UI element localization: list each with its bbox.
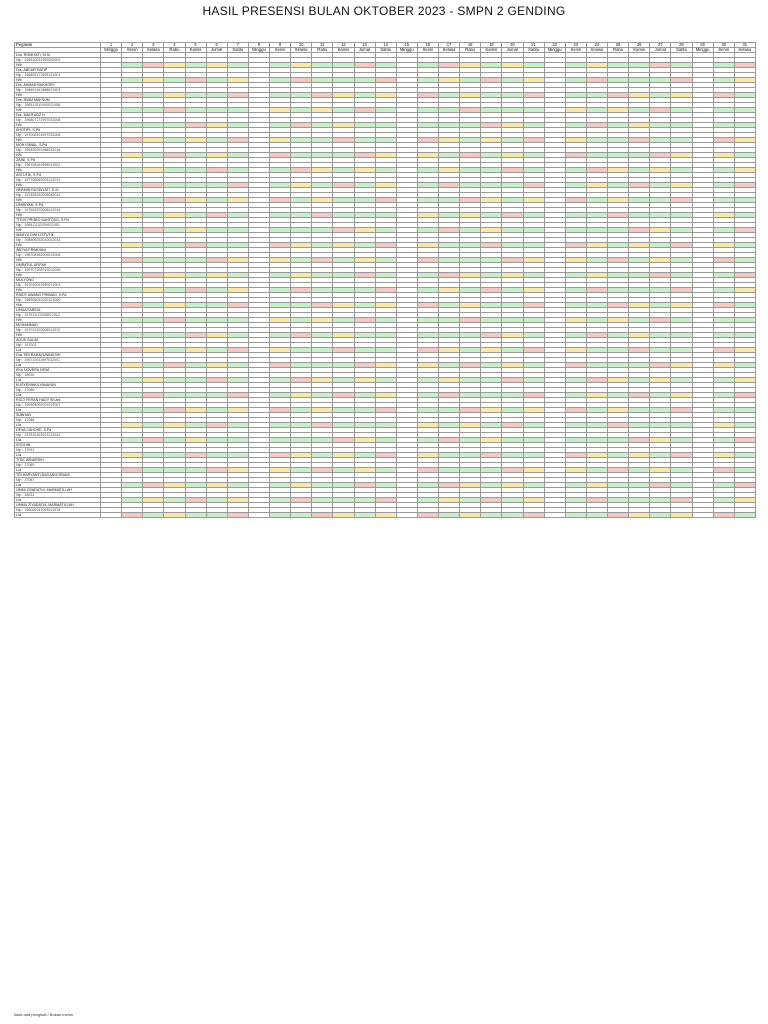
employee-nip: Nip : 196511011990031008 bbox=[15, 103, 101, 108]
header-weekday-14: Sabtu bbox=[375, 48, 396, 53]
employee-name: SOLIHIN bbox=[15, 443, 101, 448]
header-day-24: 24 bbox=[586, 43, 607, 48]
status-cell bbox=[650, 513, 671, 518]
employee-ket: L/a bbox=[15, 378, 101, 383]
status-cell bbox=[713, 513, 734, 518]
status-cell bbox=[227, 513, 248, 518]
header-pegawai: Pegawai bbox=[15, 43, 101, 48]
header-day-11: 11 bbox=[312, 43, 333, 48]
employee-nip: Nip : 198411132009031001 bbox=[15, 223, 101, 228]
status-cell bbox=[312, 513, 333, 518]
employee-name: UMMU ZIYADATUL MARMATILLAH bbox=[15, 503, 101, 508]
header-day-19: 19 bbox=[481, 43, 502, 48]
status-cell bbox=[460, 513, 481, 518]
employee-nip: Nip : 198905042020121009 bbox=[15, 298, 101, 303]
header-day-15: 15 bbox=[396, 43, 417, 48]
header-weekday-30: Senin bbox=[713, 48, 734, 53]
employee-name: LINDA FARIDA bbox=[15, 308, 101, 313]
employee-nip: Nip : 196409251988031014 bbox=[15, 148, 101, 153]
header-day-28: 28 bbox=[671, 43, 692, 48]
employee-ket: H/b bbox=[15, 168, 101, 173]
header-weekday-18: Rabu bbox=[460, 48, 481, 53]
employee-ket: H/b bbox=[15, 93, 101, 98]
employee-nip: Nip : 199707102019012005 bbox=[15, 268, 101, 273]
header-weekday-28: Sabtu bbox=[671, 48, 692, 53]
header-day-12: 12 bbox=[333, 43, 354, 48]
header-weekday-15: Minggu bbox=[396, 48, 417, 53]
header-weekday-25: Rabu bbox=[608, 48, 629, 53]
employee-name: Drs. AHMAD BUKHORI bbox=[15, 83, 101, 88]
employee-name: WAHYU DWI LISTUTIK bbox=[15, 233, 101, 238]
status-cell bbox=[523, 513, 544, 518]
employee-nip: Nip : 18030 bbox=[15, 373, 101, 378]
header-day-1: 1 bbox=[101, 43, 122, 48]
employee-ket: L/a bbox=[15, 423, 101, 428]
employee-name: MOH ISMAIL, S.Pd bbox=[15, 143, 101, 148]
employee-nip: Nip : 198509252010012014 bbox=[15, 238, 101, 243]
employee-nip: Nip : 196708161996011001 bbox=[15, 163, 101, 168]
status-cell bbox=[185, 513, 206, 518]
status-cell bbox=[502, 513, 523, 518]
employee-nip: Nip : 196006141993011019 bbox=[15, 508, 101, 513]
status-cell bbox=[734, 513, 755, 518]
header-day-3: 3 bbox=[143, 43, 164, 48]
status-cell bbox=[333, 513, 354, 518]
employee-name: ASTUTIK, S.Pd bbox=[15, 173, 101, 178]
status-cell bbox=[354, 513, 375, 518]
header-weekday-26: Kamis bbox=[629, 48, 650, 53]
employee-name: UMRATUL AFIFAH bbox=[15, 263, 101, 268]
employee-ket: H/b bbox=[15, 153, 101, 158]
employee-ket: H/b bbox=[15, 63, 101, 68]
employee-ket: H/b bbox=[15, 228, 101, 233]
employee-nip: Nip : 197810162021212011 bbox=[15, 433, 101, 438]
employee-nip: Nip : 196809171995121001 bbox=[15, 73, 101, 78]
employee-ket: L/a bbox=[15, 408, 101, 413]
employee-name: Drs. IMAM MAKSUM bbox=[15, 98, 101, 103]
header-day-9: 9 bbox=[270, 43, 291, 48]
header-day-30: 30 bbox=[713, 43, 734, 48]
employee-status-row bbox=[15, 513, 756, 518]
header-weekday-17: Selasa bbox=[439, 48, 460, 53]
header-weekday-4: Rabu bbox=[164, 48, 185, 53]
employee-name: UMIRIYAH, S.Pd bbox=[15, 203, 101, 208]
header-weekday-13: Jumat bbox=[354, 48, 375, 53]
employee-nip: Nip : 18031 bbox=[15, 493, 101, 498]
employee-ket: L/a bbox=[15, 453, 101, 458]
employee-name: TRI HARYANTI DWI ANGGRAINI bbox=[15, 473, 101, 478]
status-cell bbox=[629, 513, 650, 518]
header-day-2: 2 bbox=[122, 43, 143, 48]
status-cell bbox=[206, 513, 227, 518]
header-weekday-16: Senin bbox=[417, 48, 438, 53]
header-weekday-3: Selasa bbox=[143, 48, 164, 53]
employee-nip: Nip : 197502202008012014 bbox=[15, 208, 101, 213]
employee-ket: L/a bbox=[15, 348, 101, 353]
header-weekday-11: Rabu bbox=[312, 48, 333, 53]
employee-ket: H/b bbox=[15, 138, 101, 143]
header-weekday-31: Selasa bbox=[734, 48, 755, 53]
header-weekday-8: Minggu bbox=[248, 48, 269, 53]
header-day-6: 6 bbox=[206, 43, 227, 48]
employee-ket: L/a bbox=[15, 438, 101, 443]
header-day-20: 20 bbox=[502, 43, 523, 48]
employee-ket: H/b bbox=[15, 78, 101, 83]
status-cell bbox=[692, 513, 713, 518]
employee-ket: H/b bbox=[15, 198, 101, 203]
employee-ket: L/a bbox=[15, 468, 101, 473]
employee-nip: Nip : 17088 bbox=[15, 418, 101, 423]
status-cell bbox=[164, 513, 185, 518]
employee-ket: L/a bbox=[15, 483, 101, 488]
header-day-5: 5 bbox=[185, 43, 206, 48]
header-weekday-1: Minggu bbox=[101, 48, 122, 53]
employee-ket: H/b bbox=[15, 108, 101, 113]
status-cell bbox=[248, 513, 269, 518]
page-title: HASIL PRESENSI BULAN OKTOBER 2023 - SMPN 2 GENDING bbox=[202, 4, 566, 18]
header-weekday-20: Jumat bbox=[502, 48, 523, 53]
header-day-8: 8 bbox=[248, 43, 269, 48]
employee-name: Dra. ROMIYATI, M.Si bbox=[15, 53, 101, 58]
header-day-17: 17 bbox=[439, 43, 460, 48]
status-cell bbox=[291, 513, 312, 518]
attendance-sheet bbox=[14, 42, 755, 518]
employee-ket: H/b bbox=[15, 123, 101, 128]
employee-name: KUSYENIWULYANAYAN bbox=[15, 383, 101, 388]
employee-ket: H/b bbox=[15, 243, 101, 248]
header-weekday-2: Senin bbox=[122, 48, 143, 53]
employee-ket: L/a bbox=[15, 363, 101, 368]
status-cell bbox=[396, 513, 417, 518]
header-weekday-19: Kamis bbox=[481, 48, 502, 53]
employee-ket: L/a bbox=[15, 498, 101, 503]
employee-nip: Nip : 197006101997031006 bbox=[15, 133, 101, 138]
employee-nip: Nip : 197405162006042011 bbox=[15, 193, 101, 198]
status-cell bbox=[544, 513, 565, 518]
employee-nip: Nip : 196510021999032002 bbox=[15, 58, 101, 63]
attendance-table bbox=[14, 42, 756, 518]
header-day-16: 16 bbox=[417, 43, 438, 48]
employee-name: Dra. SRI RAHAYUNINGSIH bbox=[15, 353, 101, 358]
employee-nip: Nip : 197708062003122013 bbox=[15, 178, 101, 183]
header-weekday-9: Senin bbox=[270, 48, 291, 53]
header-weekday-12: Kamis bbox=[333, 48, 354, 53]
employee-name: AGUS SALIM bbox=[15, 338, 101, 343]
employee-name: Drs. MAHFUDZ H bbox=[15, 113, 101, 118]
employee-name: EKA NOVERA DEWI bbox=[15, 368, 101, 373]
header-day-22: 22 bbox=[544, 43, 565, 48]
status-cell bbox=[608, 513, 629, 518]
employee-ket: L/a bbox=[15, 393, 101, 398]
header-day-10: 10 bbox=[291, 43, 312, 48]
employee-nip: Nip : 17087 bbox=[15, 478, 101, 483]
header-day-14: 14 bbox=[375, 43, 396, 48]
header-day-21: 21 bbox=[523, 43, 544, 48]
status-cell bbox=[671, 513, 692, 518]
employee-name: Drs. ABDUR RATIP bbox=[15, 68, 101, 73]
attendance-body bbox=[15, 53, 756, 518]
employee-ket: H/b bbox=[15, 213, 101, 218]
header-day-26: 26 bbox=[629, 43, 650, 48]
employee-name: RIDDY AWANG PRIBADI, S.Pd bbox=[15, 293, 101, 298]
employee-name: HERMIN RUSDIYATI, S.Si bbox=[15, 188, 101, 193]
employee-nip: Nip : 199304092022212007 bbox=[15, 403, 101, 408]
header-weekday-23: Senin bbox=[565, 48, 586, 53]
status-cell bbox=[565, 513, 586, 518]
header-day-27: 27 bbox=[650, 43, 671, 48]
header-day-13: 13 bbox=[354, 43, 375, 48]
employee-ket: H/b bbox=[15, 273, 101, 278]
employee-name: UMMI ZIYADATUL MARMATILLAH bbox=[15, 488, 101, 493]
header-day-23: 23 bbox=[565, 43, 586, 48]
header-weekday-29: Minggu bbox=[692, 48, 713, 53]
employee-ket: H/b bbox=[15, 288, 101, 293]
employee-nip: Nip : 197010021990071001 bbox=[15, 283, 101, 288]
employee-nip: Nip : 17089 bbox=[15, 463, 101, 468]
header-weekday-21: Sabtu bbox=[523, 48, 544, 53]
status-cell bbox=[417, 513, 438, 518]
employee-name: WIDYA PRIMDANI bbox=[15, 248, 101, 253]
status-cell bbox=[586, 513, 607, 518]
employee-name: TITIK WINARSIH bbox=[15, 458, 101, 463]
employee-nip: Nip : 197012102008011012 bbox=[15, 328, 101, 333]
employee-name: KHOTIPI, S.Pd bbox=[15, 128, 101, 133]
header-weekday-24: Selasa bbox=[586, 48, 607, 53]
status-cell bbox=[439, 513, 460, 518]
employee-name: RICO FERAN HADY Sh.ars bbox=[15, 398, 101, 403]
employee-name: MOHAMMAD bbox=[15, 323, 101, 328]
employee-nip: Nip : 196601161988021003 bbox=[15, 88, 101, 93]
header-weekday-27: Jumat bbox=[650, 48, 671, 53]
status-cell bbox=[270, 513, 291, 518]
header-day-25: 25 bbox=[608, 43, 629, 48]
status-cell bbox=[481, 513, 502, 518]
header-day-7: 7 bbox=[227, 43, 248, 48]
status-cell bbox=[375, 513, 396, 518]
employee-name: SUBHAN bbox=[15, 413, 101, 418]
employee-ket: H/b bbox=[15, 318, 101, 323]
employee-ket: L/a bbox=[15, 513, 101, 518]
employee-nip: Nip : 17086 bbox=[15, 388, 101, 393]
employee-name: MULYONO bbox=[15, 278, 101, 283]
employee-ket: H/a bbox=[15, 303, 101, 308]
employee-nip: Nip : 196807171997031008 bbox=[15, 118, 101, 123]
header-weekday-22: Minggu bbox=[544, 48, 565, 53]
header-day-4: 4 bbox=[164, 43, 185, 48]
header-weekday-6: Jumat bbox=[206, 48, 227, 53]
employee-nip: Nip : 197511122008012013 bbox=[15, 313, 101, 318]
status-cell bbox=[143, 513, 164, 518]
footer-note: tidak ada pengikat / Bukan melon bbox=[14, 1012, 74, 1017]
header-weekday-7: Sabtu bbox=[227, 48, 248, 53]
employee-nip: Nip : 197001 bbox=[15, 343, 101, 348]
header-weekday-5: Kamis bbox=[185, 48, 206, 53]
employee-ket: H/b bbox=[15, 258, 101, 263]
employee-nip: Nip : 17091 bbox=[15, 448, 101, 453]
status-cell bbox=[101, 513, 122, 518]
header-weekday-10: Selasa bbox=[291, 48, 312, 53]
header-day-29: 29 bbox=[692, 43, 713, 48]
status-cell bbox=[122, 513, 143, 518]
employee-name: TITUS PROBO SANTOSO, S.Pd bbox=[15, 218, 101, 223]
employee-name: ZAINI, S.Pd bbox=[15, 158, 101, 163]
header-day-31: 31 bbox=[734, 43, 755, 48]
employee-nip: Nip : 196710011997032001 bbox=[15, 358, 101, 363]
employee-nip: Nip : 198708162009012006 bbox=[15, 253, 101, 258]
employee-ket: H/b bbox=[15, 183, 101, 188]
header-day-18: 18 bbox=[460, 43, 481, 48]
employee-ket: H/b bbox=[15, 333, 101, 338]
employee-name: DEVA CAHOSE, S.Pd bbox=[15, 428, 101, 433]
